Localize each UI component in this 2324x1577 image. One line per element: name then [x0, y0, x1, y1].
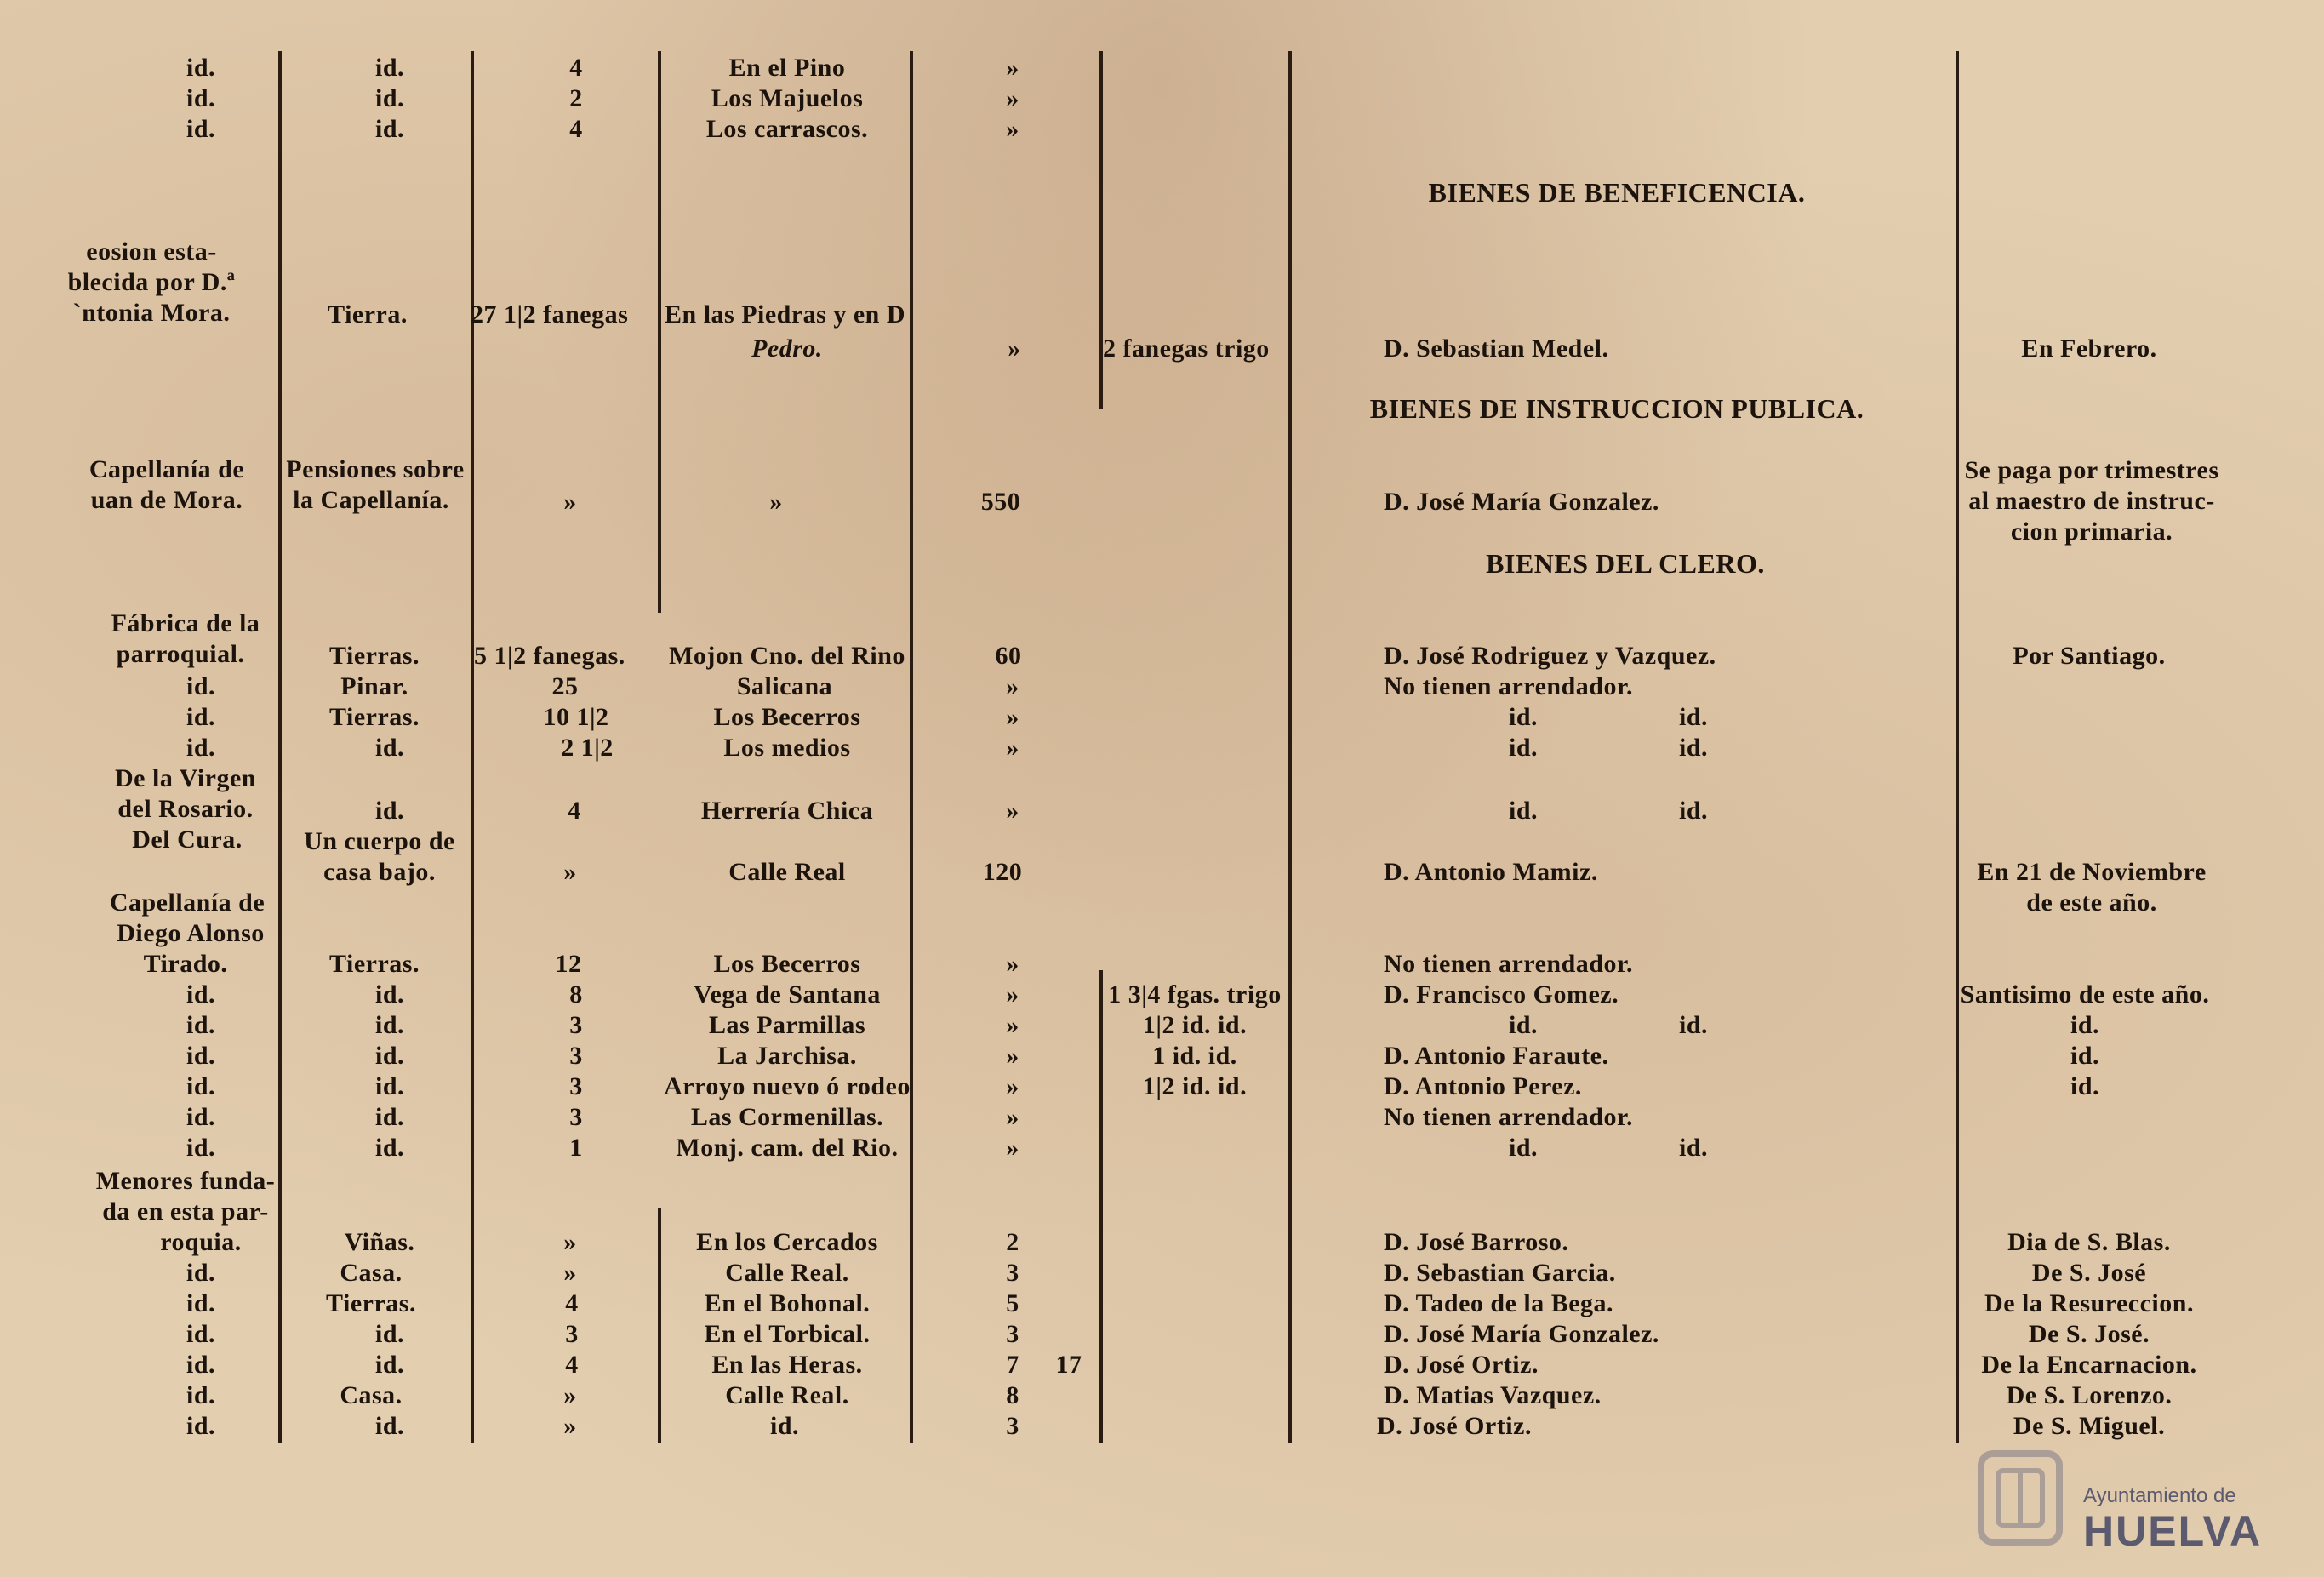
- amount-cell: 3: [1006, 1412, 1019, 1440]
- extent-cell: 4: [569, 54, 583, 82]
- due-cell: Santisimo de este año.: [1960, 980, 2210, 1008]
- amount-cell: »: [1006, 797, 1019, 825]
- site-cell: En las Piedras y en D: [665, 300, 906, 329]
- rent-kind-cell: 1 3|4 fgas. trigo: [1108, 980, 1282, 1008]
- owner-cell: id.: [186, 1134, 216, 1162]
- site-cell: Mojon Cno. del Rino: [669, 642, 905, 670]
- owner-cell: id.: [186, 1011, 216, 1039]
- tenant-cell: D. Matias Vazquez.: [1384, 1381, 1602, 1409]
- owner-cell: De la Virgen: [115, 764, 256, 792]
- kind-cell: id.: [374, 1134, 405, 1162]
- rent-kind-cell: 1 id. id.: [1152, 1042, 1237, 1070]
- amount-cell: 3: [1006, 1259, 1019, 1287]
- column-rule: [471, 51, 474, 1443]
- tenant-cell: D. Antonio Faraute.: [1384, 1042, 1609, 1070]
- site-cell: En el Pino: [728, 54, 846, 82]
- extent-cell: »: [563, 858, 577, 886]
- extent-cell: 3: [569, 1042, 583, 1070]
- column-rule: [1099, 970, 1103, 1443]
- due-cell: Dia de S. Blas.: [2007, 1228, 2171, 1256]
- kind-cell: id.: [374, 1103, 405, 1131]
- owner-cell: Capellanía de: [109, 888, 266, 917]
- owner-cell: `ntonia Mora.: [72, 299, 231, 327]
- site-cell: Los carrascos.: [705, 115, 869, 143]
- kind-cell: id.: [374, 1011, 405, 1039]
- watermark-line1: Ayuntamiento de: [2083, 1484, 2236, 1507]
- column-rule: [1956, 51, 1959, 1443]
- extent-cell: 3: [569, 1011, 583, 1039]
- amount-cell: »: [1006, 980, 1019, 1008]
- owner-cell: id.: [186, 1072, 216, 1100]
- rent-kind-cell: 2 fanegas trigo: [1103, 334, 1270, 363]
- due-cell: Se paga por trimestres: [1964, 456, 2219, 484]
- site-cell: Vega de Santana: [694, 980, 881, 1008]
- due-cell: De la Encarnacion.: [1981, 1351, 2197, 1379]
- owner-cell: eosion esta-: [86, 237, 217, 266]
- due-cell: id.: [2070, 1011, 2100, 1039]
- site-cell: Herrería Chica: [700, 797, 874, 825]
- site-cell: Los Majuelos: [711, 84, 864, 112]
- tenant-cell: id.: [1678, 797, 1709, 825]
- kind-cell: Tierras.: [329, 703, 420, 731]
- extent-cell: 2 1|2: [561, 734, 614, 762]
- site-cell: La Jarchisa.: [717, 1042, 857, 1070]
- owner-cell: blecida por D.ª: [67, 268, 236, 296]
- tenant-cell: D. Sebastian Medel.: [1384, 334, 1609, 363]
- kind-cell: id.: [374, 1412, 405, 1440]
- amount-cell: 2: [1006, 1228, 1019, 1256]
- tenant-cell: D. Sebastian Garcia.: [1384, 1259, 1616, 1287]
- kind-cell: Un cuerpo de: [304, 827, 455, 855]
- kind-cell: id.: [374, 115, 405, 143]
- due-cell: En 21 de Noviembre: [1977, 858, 2207, 886]
- tenant-cell: D. Francisco Gomez.: [1384, 980, 1619, 1008]
- site-cell: Calle Real: [728, 858, 846, 886]
- due-cell: En Febrero.: [2021, 334, 2157, 363]
- amount-cell: »: [1006, 54, 1019, 82]
- extent-cell: 4: [565, 1289, 579, 1317]
- amount-cell: »: [1006, 1134, 1019, 1162]
- due-cell: De S. José: [2031, 1259, 2147, 1287]
- tenant-cell: id.: [1508, 1011, 1539, 1039]
- extent-cell: 4: [569, 115, 583, 143]
- amount-cell: »: [1006, 950, 1019, 978]
- rent-kind-cell: 17: [1055, 1351, 1082, 1379]
- site-cell: En el Torbical.: [704, 1320, 871, 1348]
- site-cell: En el Bohonal.: [704, 1289, 871, 1317]
- owner-cell: Capellanía de: [89, 455, 245, 483]
- tenant-cell: D. Antonio Perez.: [1384, 1072, 1582, 1100]
- owner-cell: da en esta par-: [102, 1197, 269, 1226]
- kind-cell: id.: [374, 980, 405, 1008]
- kind-cell: Casa.: [340, 1381, 403, 1409]
- due-cell: de este año.: [2026, 888, 2157, 917]
- kind-cell: Viñas.: [344, 1228, 415, 1256]
- amount-cell: »: [1006, 115, 1019, 143]
- owner-cell: id.: [186, 703, 216, 731]
- kind-cell: id.: [374, 797, 405, 825]
- site-cell: En los Cercados: [696, 1228, 878, 1256]
- owner-cell: id.: [186, 54, 216, 82]
- site-cell: Salicana: [736, 672, 833, 700]
- site-cell: Monj. cam. del Rio.: [676, 1134, 899, 1162]
- extent-cell: 25: [551, 672, 579, 700]
- owner-cell: id.: [186, 115, 216, 143]
- tenant-cell: D. José María Gonzalez.: [1384, 488, 1659, 516]
- rent-kind-cell: 1|2 id. id.: [1142, 1011, 1248, 1039]
- extent-cell: 4: [568, 797, 581, 825]
- extent-cell: 2: [569, 84, 583, 112]
- site-cell: Las Parmillas: [709, 1011, 865, 1039]
- kind-cell: Pensiones sobre: [286, 455, 465, 483]
- extent-cell: »: [563, 488, 577, 516]
- owner-cell: Fábrica de la: [111, 609, 260, 637]
- extent-cell: 27 1|2 fanegas: [471, 300, 629, 329]
- section-title-instruccion: BIENES DE INSTRUCCION PUBLICA.: [1369, 393, 1864, 424]
- due-cell: De S. Lorenzo.: [2006, 1381, 2173, 1409]
- due-cell: De S. José.: [2028, 1320, 2150, 1348]
- site-cell: Arroyo nuevo ó rodeo: [664, 1072, 911, 1100]
- kind-cell: casa bajo.: [323, 858, 436, 886]
- amount-cell: 120: [982, 858, 1023, 886]
- owner-cell: id.: [186, 84, 216, 112]
- extent-cell: 3: [569, 1072, 583, 1100]
- amount-cell: »: [1006, 672, 1019, 700]
- extent-cell: 3: [565, 1320, 579, 1348]
- amount-cell: »: [1006, 1103, 1019, 1131]
- tenant-cell: No tienen arrendador.: [1384, 1103, 1634, 1131]
- kind-cell: Tierra.: [328, 300, 408, 329]
- extent-cell: »: [563, 1228, 577, 1256]
- section-title-clero: BIENES DEL CLERO.: [1486, 548, 1765, 579]
- due-cell: Por Santiago.: [2013, 642, 2166, 670]
- owner-cell: Tirado.: [143, 950, 228, 978]
- site-cell: En las Heras.: [711, 1351, 863, 1379]
- due-cell: cion primaria.: [2010, 517, 2173, 546]
- amount-cell: »: [1006, 734, 1019, 762]
- kind-cell: id.: [374, 1072, 405, 1100]
- due-cell: id.: [2070, 1042, 2100, 1070]
- tenant-cell: D. Tadeo de la Bega.: [1384, 1289, 1614, 1317]
- extent-cell: 3: [569, 1103, 583, 1131]
- site-cell: Las Cormenillas.: [690, 1103, 884, 1131]
- site-cell: Los medios: [723, 734, 851, 762]
- kind-cell: id.: [374, 734, 405, 762]
- amount-cell: 3: [1006, 1320, 1019, 1348]
- kind-cell: Tierras.: [329, 642, 420, 670]
- owner-cell: id.: [186, 1412, 216, 1440]
- column-rule: [658, 51, 661, 613]
- kind-cell: id.: [374, 54, 405, 82]
- extent-cell: 10 1|2: [543, 703, 609, 731]
- extent-cell: 1: [569, 1134, 583, 1162]
- column-rule: [658, 1208, 661, 1443]
- tenant-cell: No tienen arrendador.: [1384, 672, 1634, 700]
- tenant-cell: id.: [1508, 703, 1539, 731]
- amount-cell: »: [1006, 1072, 1019, 1100]
- extent-cell: »: [563, 1259, 577, 1287]
- kind-cell: Tierras.: [326, 1289, 416, 1317]
- tenant-cell: id.: [1678, 734, 1709, 762]
- extent-cell: 4: [565, 1351, 579, 1379]
- owner-cell: id.: [186, 1289, 216, 1317]
- extent-cell: »: [563, 1412, 577, 1440]
- tenant-cell: D. José Rodriguez y Vazquez.: [1384, 642, 1716, 670]
- owner-cell: uan de Mora.: [90, 486, 243, 514]
- due-cell: De S. Miguel.: [2013, 1412, 2166, 1440]
- site-cell: Pedro.: [751, 334, 823, 363]
- due-cell: De la Resureccion.: [1984, 1289, 2194, 1317]
- tenant-cell: id.: [1678, 1134, 1709, 1162]
- kind-cell: id.: [374, 1042, 405, 1070]
- tenant-cell: id.: [1508, 734, 1539, 762]
- amount-cell: »: [1006, 1042, 1019, 1070]
- owner-cell: Diego Alonso: [117, 919, 265, 947]
- site-cell: Calle Real.: [725, 1259, 849, 1287]
- owner-cell: id.: [186, 1320, 216, 1348]
- owner-cell: id.: [186, 1103, 216, 1131]
- due-cell: al maestro de instruc-: [1968, 487, 2215, 515]
- site-cell: id.: [769, 1412, 800, 1440]
- owner-cell: Del Cura.: [132, 826, 243, 854]
- amount-cell: 8: [1006, 1381, 1019, 1409]
- tenant-cell: D. Antonio Mamiz.: [1384, 858, 1598, 886]
- amount-cell: »: [1006, 1011, 1019, 1039]
- site-cell: »: [769, 488, 783, 516]
- site-cell: Los Becerros: [713, 950, 861, 978]
- site-cell: Calle Real.: [725, 1381, 849, 1409]
- amount-cell: »: [1008, 334, 1021, 363]
- owner-cell: parroquial.: [116, 640, 245, 668]
- owner-cell: id.: [186, 980, 216, 1008]
- kind-cell: la Capellanía.: [293, 486, 449, 514]
- tenant-cell: D. José Ortiz.: [1384, 1351, 1539, 1379]
- extent-cell: 5 1|2 fanegas.: [474, 642, 625, 670]
- extent-cell: 12: [555, 950, 582, 978]
- tenant-cell: id.: [1508, 797, 1539, 825]
- owner-cell: Menores funda-: [95, 1167, 276, 1195]
- kind-cell: id.: [374, 1320, 405, 1348]
- owner-cell: id.: [186, 1259, 216, 1287]
- section-title-beneficencia: BIENES DE BENEFICENCIA.: [1428, 177, 1806, 208]
- owner-cell: id.: [186, 672, 216, 700]
- tenant-cell: D. José Ortiz.: [1377, 1412, 1532, 1440]
- owner-cell: id.: [186, 1351, 216, 1379]
- kind-cell: Pinar.: [340, 672, 408, 700]
- site-cell: Los Becerros: [713, 703, 861, 731]
- amount-cell: 7: [1006, 1351, 1019, 1379]
- extent-cell: »: [563, 1381, 577, 1409]
- rent-kind-cell: 1|2 id. id.: [1142, 1072, 1248, 1100]
- owner-cell: id.: [186, 734, 216, 762]
- kind-cell: id.: [374, 1351, 405, 1379]
- kind-cell: Tierras.: [329, 950, 420, 978]
- owner-cell: id.: [186, 1381, 216, 1409]
- amount-cell: 550: [980, 488, 1021, 516]
- column-rule: [278, 51, 282, 1443]
- owner-cell: id.: [186, 1042, 216, 1070]
- amount-cell: »: [1006, 703, 1019, 731]
- due-cell: id.: [2070, 1072, 2100, 1100]
- amount-cell: 5: [1006, 1289, 1019, 1317]
- tenant-cell: id.: [1678, 703, 1709, 731]
- watermark-line2: HUELVA: [2083, 1507, 2263, 1555]
- owner-cell: del Rosario.: [117, 795, 254, 823]
- tenant-cell: id.: [1508, 1134, 1539, 1162]
- extent-cell: 8: [569, 980, 583, 1008]
- kind-cell: id.: [374, 84, 405, 112]
- amount-cell: »: [1006, 84, 1019, 112]
- tenant-cell: D. José Barroso.: [1384, 1228, 1569, 1256]
- kind-cell: Casa.: [340, 1259, 403, 1287]
- tenant-cell: D. José María Gonzalez.: [1384, 1320, 1659, 1348]
- tenant-cell: id.: [1678, 1011, 1709, 1039]
- amount-cell: 60: [995, 642, 1022, 670]
- column-rule: [910, 51, 913, 1443]
- owner-cell: roquia.: [160, 1228, 242, 1256]
- column-rule: [1288, 51, 1292, 1443]
- tenant-cell: No tienen arrendador.: [1384, 950, 1634, 978]
